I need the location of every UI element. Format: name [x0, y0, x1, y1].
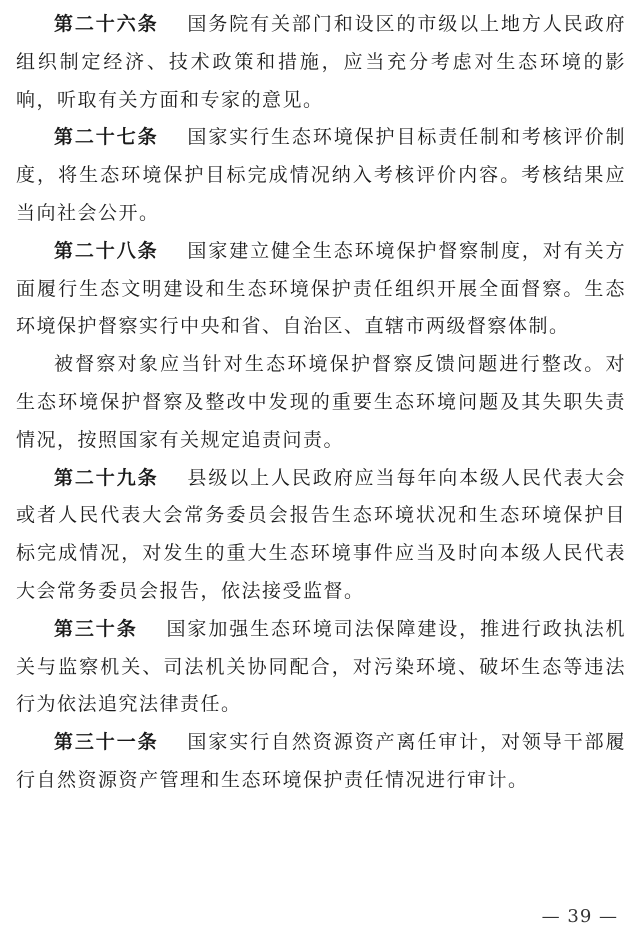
article-30 [16, 611, 626, 724]
article-27 [16, 119, 626, 232]
article-title: 第二十八条 [54, 239, 159, 262]
article-body: 国家实行自然资源资产离任审计，对领导干部履行自然资源资产管理和生态环境保护责任情况进行审计。 [16, 731, 626, 791]
article-29 [16, 460, 626, 611]
article-body: 国家实行生态环境保护目标责任制和考核评价制度，将生态环境保护目标完成情况纳入考核评价内容。考核结果应当向社会公开。 [16, 126, 626, 224]
article-body: 被督察对象应当针对生态环境保护督察反馈问题进行整改。对生态环境保护督察及整改中发现的重要生态环境问题及其失职失责情况，按照国家有关规定追责问责。 [16, 353, 626, 451]
page-number: — 39 — [541, 906, 618, 927]
article-title: 第二十六条 [54, 13, 159, 35]
article-body: 县级以上人民政府应当每年向本级人民代表大会或者人民代表大会常务委员会报告生态环境状况和生态环境保护目标完成情况，对发生的重大生态环境事件应当及时向本级人民代表大会常务委员会报告，依法接受监督。 [16, 466, 626, 602]
article-28 [16, 233, 626, 346]
article-title: 第三十条 [54, 617, 138, 640]
article-26 [16, 6, 626, 119]
article-body: 国家建立健全生态环境保护督察制度，对有关方面履行生态文明建设和生态环境保护责任组织开展全面督察。生态环境保护督察实行中央和省、自治区、直辖市两级督察体制。 [16, 239, 626, 338]
article-31 [16, 724, 626, 800]
article-title: 第二十七条 [54, 126, 159, 149]
article-28-paragraph-2 [16, 346, 626, 459]
article-text-block [16, 6, 626, 800]
article-title: 第二十九条 [54, 466, 159, 489]
article-body: 国家加强生态环境司法保障建设，推进行政执法机关与监察机关、司法机关协同配合，对污染环境、破坏生态等违法行为依法追究法律责任。 [16, 617, 626, 716]
article-title: 第三十一条 [54, 731, 159, 754]
article-body: 国务院有关部门和设区的市级以上地方人民政府组织制定经济、技术政策和措施，应当充分考虑对生态环境的影响，听取有关方面和专家的意见。 [16, 13, 626, 111]
